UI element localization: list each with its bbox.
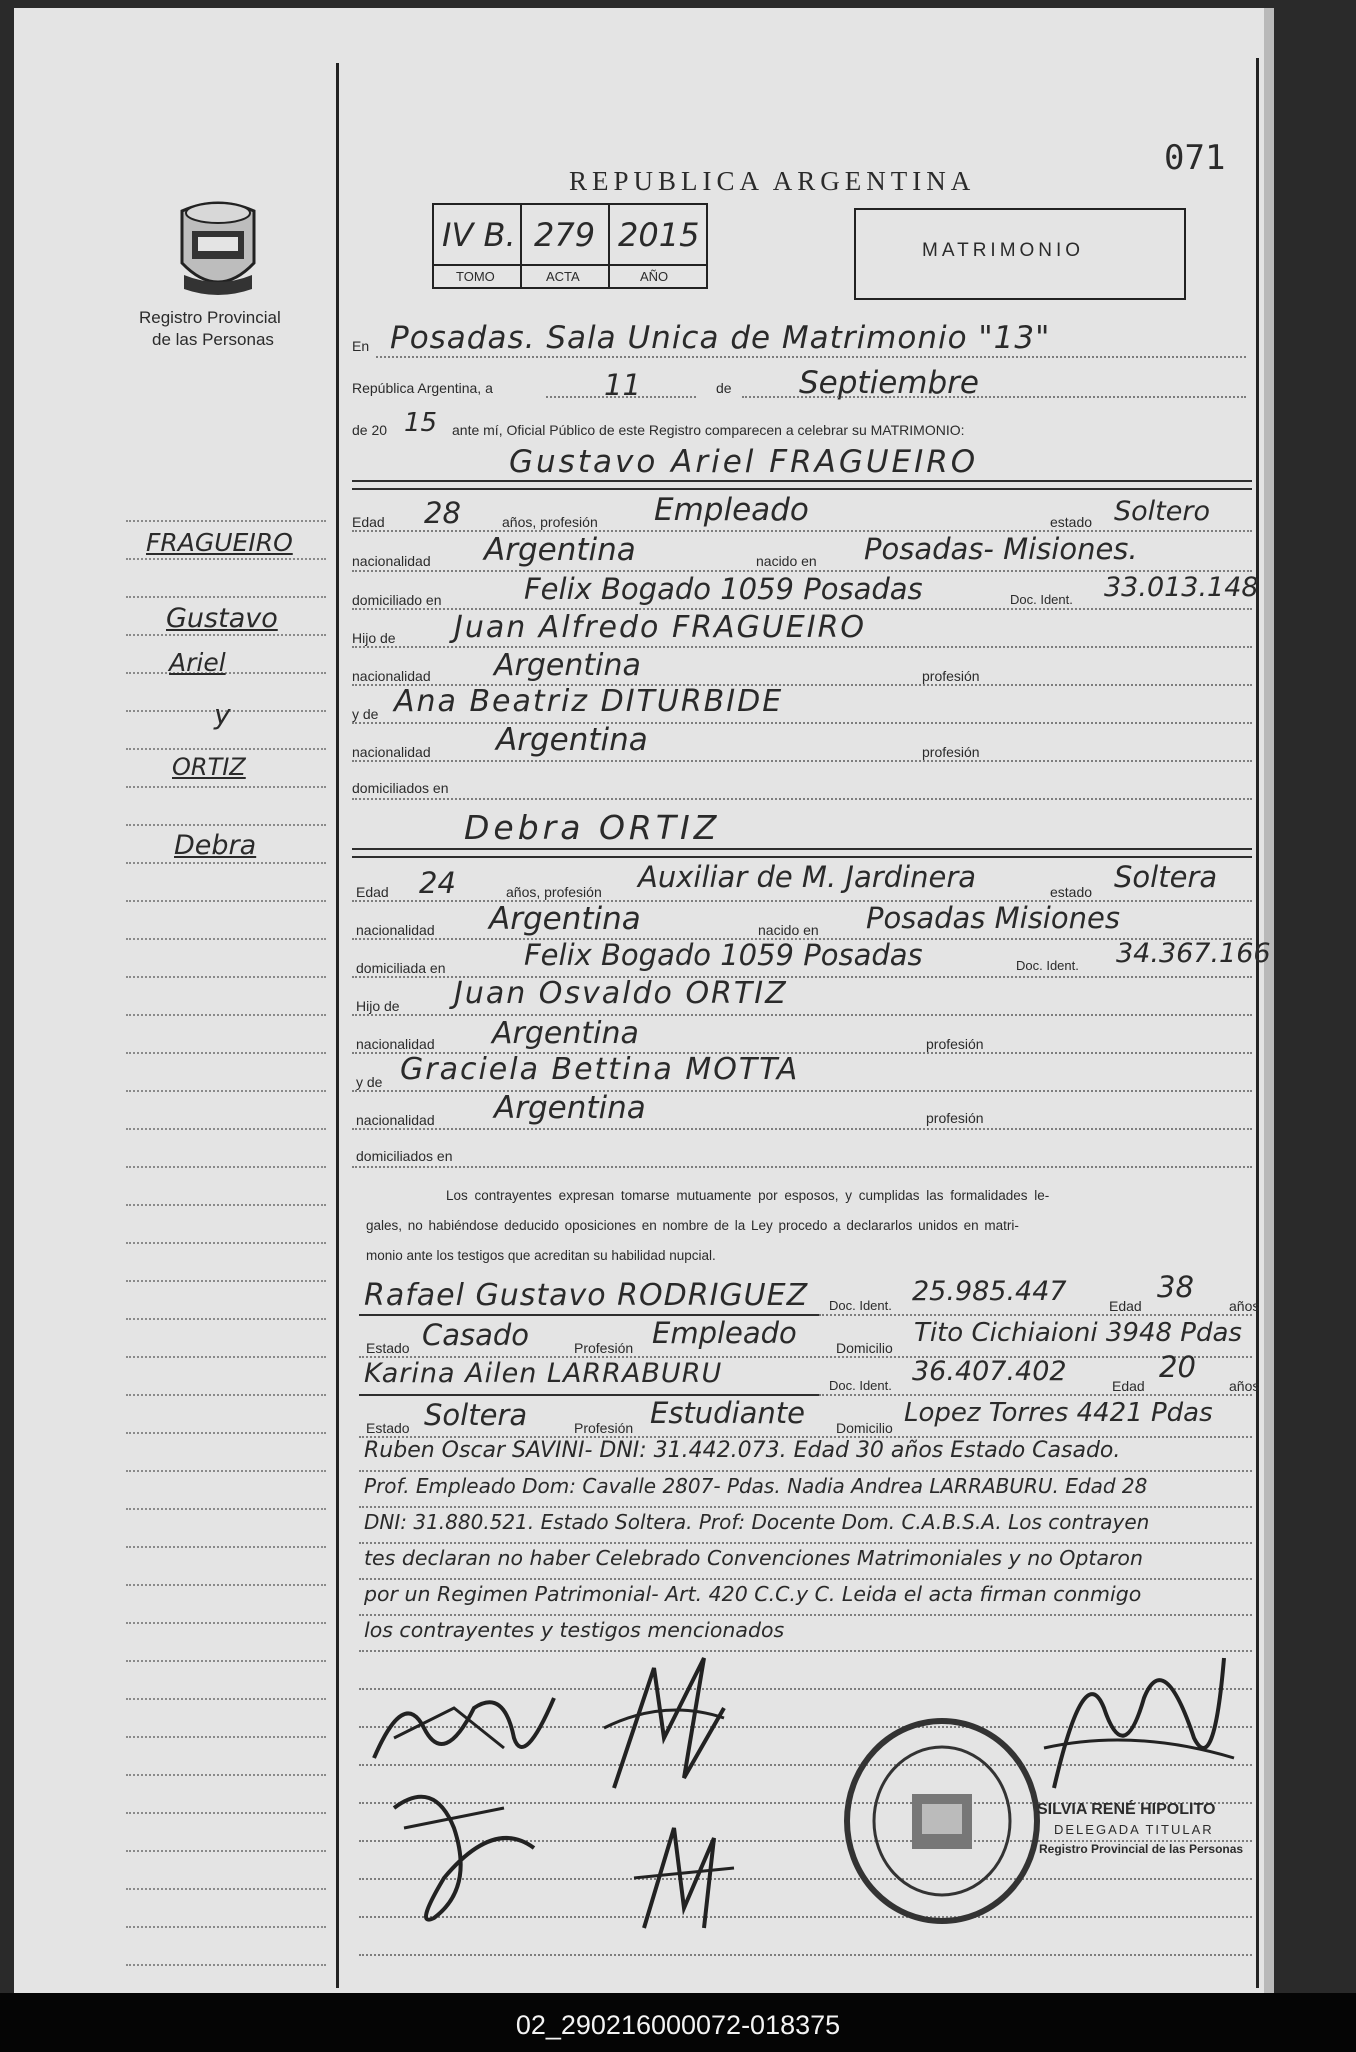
margin-line xyxy=(126,1242,326,1244)
witness1-estado: Casado xyxy=(422,1318,530,1352)
anio-label: AÑO xyxy=(640,269,669,284)
groom-estado: Soltero xyxy=(1114,496,1210,527)
bride-padre-nac: Argentina xyxy=(492,1016,639,1051)
margin-line xyxy=(126,1660,326,1662)
bride-edad: 24 xyxy=(419,866,456,900)
bride-profesion: Auxiliar de M. Jardinera xyxy=(638,860,977,894)
bride-anos-profesion: años, profesión xyxy=(506,884,602,900)
margin-line xyxy=(126,1052,326,1054)
margin-line xyxy=(126,520,326,522)
margin-line xyxy=(126,1774,326,1776)
signature-witness-2-icon xyxy=(624,1808,744,1938)
margin-line xyxy=(126,596,326,598)
bride-padre-nac-label: nacionalidad xyxy=(356,1036,435,1052)
margin-line xyxy=(126,748,326,750)
witness2-profesion: Estudiante xyxy=(650,1396,806,1430)
margin-line xyxy=(126,1850,326,1852)
line xyxy=(359,1470,1252,1472)
groom-nacionalidad: Argentina xyxy=(484,532,636,568)
bride-yde-label: y de xyxy=(356,1074,383,1090)
note-line-1: Ruben Oscar SAVINI- DNI: 31.442.073. Edad 30 años Estado Casado. xyxy=(364,1438,1121,1463)
line xyxy=(359,1954,1252,1956)
groom-estado-label: estado xyxy=(1050,514,1093,530)
bride-padre-prof-label: profesión xyxy=(926,1036,984,1052)
witness1-doc-label: Doc. Ident. xyxy=(829,1298,892,1313)
bride-madre-prof-label: profesión xyxy=(926,1110,984,1126)
signature-officer-icon xyxy=(1024,1618,1254,1818)
witness1-estado-label: Estado xyxy=(366,1340,410,1356)
groom-padre-prof-label: profesión xyxy=(922,668,980,684)
margin-line xyxy=(126,1394,326,1396)
tomo-label: TOMO xyxy=(456,269,495,284)
bride-name-line xyxy=(352,848,1252,850)
groom-madre-nac-label: nacionalidad xyxy=(352,744,431,760)
groom-yde-label: y de xyxy=(352,706,379,722)
bride-name: Debra ORTIZ xyxy=(464,808,721,847)
right-rule xyxy=(1256,58,1259,1988)
line xyxy=(352,760,1252,762)
en-label: En xyxy=(352,338,370,354)
margin-line xyxy=(126,558,326,560)
bride-doc-label: Doc. Ident. xyxy=(1016,958,1079,973)
witness1-doc: 25.985.447 xyxy=(912,1276,1067,1307)
witness1-dom-label: Domicilio xyxy=(836,1340,893,1356)
witness1-anos-label: años xyxy=(1229,1298,1260,1314)
groom-doc-label: Doc. Ident. xyxy=(1010,592,1073,607)
witness2-edad-label: Edad xyxy=(1112,1378,1145,1394)
margin-line xyxy=(126,900,326,902)
acta-label: ACTA xyxy=(546,269,580,284)
groom-dom-label: domiciliado en xyxy=(352,592,442,608)
margin-line xyxy=(126,1926,326,1928)
margin-surname-groom: FRAGUEIRO xyxy=(146,528,293,557)
margin-rule xyxy=(336,63,339,1988)
day-value: 11 xyxy=(604,368,641,402)
witness2-dom-label: Domicilio xyxy=(836,1420,893,1436)
margin-line xyxy=(126,1964,326,1966)
margin-line xyxy=(126,1090,326,1092)
groom-name-line2 xyxy=(352,488,1252,490)
document-type: MATRIMONIO xyxy=(922,240,1085,261)
groom-nac-label: nacionalidad xyxy=(352,553,431,569)
groom-padre-nac-label: nacionalidad xyxy=(352,668,431,684)
witness2-estado: Soltera xyxy=(424,1398,528,1432)
witness1-edad-label: Edad xyxy=(1109,1298,1142,1314)
folio-number: 071 xyxy=(1164,138,1226,178)
margin-line xyxy=(126,862,326,864)
witness2-doc: 36.407.402 xyxy=(912,1356,1067,1387)
de-label: de xyxy=(716,380,732,396)
margin-line xyxy=(126,824,326,826)
officer-title: DELEGADA TITULAR xyxy=(1054,1822,1214,1837)
note-line-6: los contrayentes y testigos mencionados xyxy=(364,1618,785,1642)
statement-text: ante mí, Oficial Público de este Registro comparecen a celebrar su MATRIMONIO: xyxy=(452,422,965,438)
officer-org: Registro Provincial de las Personas xyxy=(1039,1842,1244,1856)
line xyxy=(352,798,1252,800)
bride-estado: Soltera xyxy=(1114,860,1218,894)
margin-line xyxy=(126,1888,326,1890)
day-line xyxy=(546,396,696,398)
month-value: Septiembre xyxy=(799,365,979,401)
margin-first-name-groom: Gustavo xyxy=(166,603,278,634)
note-line-4: tes declaran no haber Celebrado Convenciones Matrimoniales y no Optaron xyxy=(364,1546,1143,1570)
bride-nacionalidad: Argentina xyxy=(489,901,641,937)
line xyxy=(359,1578,1252,1580)
line xyxy=(352,1166,1252,1168)
margin-line xyxy=(126,1736,326,1738)
margin-line xyxy=(126,1812,326,1814)
groom-name: Gustavo Ariel FRAGUEIRO xyxy=(509,444,979,480)
bride-doc: 34.367.166 xyxy=(1116,938,1271,969)
bride-nac-label: nacionalidad xyxy=(356,922,435,938)
witness1-edad: 38 xyxy=(1157,1270,1194,1304)
line xyxy=(359,1506,1252,1508)
registry-name-line2: de las Personas xyxy=(152,330,274,349)
intro-line xyxy=(376,356,1246,358)
bride-name-line2 xyxy=(352,856,1252,858)
witness2-estado-label: Estado xyxy=(366,1420,410,1436)
note-line-2: Prof. Empleado Dom: Cavalle 2807- Pdas. Nadia Andrea LARRABURU. Edad 28 xyxy=(364,1474,1148,1498)
margin-line xyxy=(126,938,326,940)
witness2-name: Karina Ailen LARRABURU xyxy=(364,1358,723,1389)
box-divider xyxy=(520,203,522,287)
box-divider xyxy=(432,264,706,266)
line xyxy=(359,1542,1252,1544)
groom-madre-prof-label: profesión xyxy=(922,744,980,760)
witness1-domicilio: Tito Cichiaioni 3948 Pdas xyxy=(914,1318,1242,1348)
month-line xyxy=(742,396,1246,398)
registry-name-line1: Registro Provincial xyxy=(139,308,281,327)
bride-dom-label: domiciliada en xyxy=(356,960,446,976)
witness1-name: Rafael Gustavo RODRIGUEZ xyxy=(364,1278,809,1313)
signature-witness-1-icon xyxy=(594,1648,734,1808)
groom-nacido-label: nacido en xyxy=(756,553,817,569)
bride-madre: Graciela Bettina MOTTA xyxy=(400,1052,800,1087)
line xyxy=(819,1314,1252,1316)
margin-line xyxy=(126,1698,326,1700)
line xyxy=(359,1614,1252,1616)
register-page xyxy=(14,8,1274,1993)
bride-nacido-label: nacido en xyxy=(758,922,819,938)
line xyxy=(352,1014,1252,1016)
groom-padre: Juan Alfredo FRAGUEIRO xyxy=(454,610,867,645)
witness2-prof-label: Profesión xyxy=(574,1420,634,1436)
bride-estado-label: estado xyxy=(1050,884,1093,900)
witness2-edad: 20 xyxy=(1159,1350,1196,1384)
year-suffix: 15 xyxy=(404,408,438,438)
margin-line xyxy=(126,1622,326,1624)
provincial-emblem-icon xyxy=(174,193,262,303)
line xyxy=(352,722,1252,724)
groom-nacido: Posadas- Misiones. xyxy=(864,532,1138,566)
signature-contrayente-2-icon xyxy=(374,1768,554,1938)
groom-padre-nac: Argentina xyxy=(494,648,641,683)
line xyxy=(819,1394,1252,1396)
margin-line xyxy=(126,1508,326,1510)
witness1-prof-label: Profesión xyxy=(574,1340,634,1356)
declaration-line2: gales, no habiéndose deducido oposiciones en nombre de la Ley procedo a declararlos unidos en matri- xyxy=(366,1218,1019,1233)
year-prefix: de 20 xyxy=(352,422,388,438)
margin-line xyxy=(126,1470,326,1472)
margin-line xyxy=(126,786,326,788)
bride-padre: Juan Osvaldo ORTIZ xyxy=(454,976,788,1011)
place-value: Posadas. Sala Unica de Matrimonio "13" xyxy=(390,320,1051,356)
note-line-5: por un Regimen Patrimonial- Art. 420 C.C.y C. Leida el acta firman conmigo xyxy=(364,1582,1142,1606)
box-divider xyxy=(608,203,610,287)
groom-name-line xyxy=(352,480,1252,482)
groom-domicilio: Felix Bogado 1059 Posadas xyxy=(524,572,923,606)
witness1-profesion: Empleado xyxy=(652,1316,797,1350)
groom-hijo-label: Hijo de xyxy=(352,630,396,646)
margin-line xyxy=(126,1166,326,1168)
groom-domiciliados-label: domiciliados en xyxy=(352,780,449,796)
margin-line xyxy=(126,1584,326,1586)
bride-nacido: Posadas Misiones xyxy=(866,901,1120,935)
bride-madre-nac: Argentina xyxy=(494,1090,646,1126)
officer-name: SILVIA RENÉ HIPOLITO xyxy=(1037,1801,1216,1818)
margin-line xyxy=(126,1546,326,1548)
line xyxy=(352,1090,1252,1092)
bride-domicilio: Felix Bogado 1059 Posadas xyxy=(524,938,923,972)
country-title: REPUBLICA ARGENTINA xyxy=(569,166,976,196)
line xyxy=(352,1128,1252,1130)
margin-first-name-bride: Debra xyxy=(174,830,257,861)
bride-domiciliados-label: domiciliados en xyxy=(356,1148,453,1164)
note-line-3: DNI: 31.880.521. Estado Soltera. Prof: Docente Dom. C.A.B.S.A. Los contrayen xyxy=(364,1510,1150,1534)
groom-anos-profesion: años, profesión xyxy=(502,514,598,530)
groom-edad-label: Edad xyxy=(352,514,385,530)
declaration-line3: monio ante los testigos que acreditan su habilidad nupcial. xyxy=(366,1248,716,1263)
margin-line xyxy=(126,672,326,674)
anio-value: 2015 xyxy=(618,216,700,254)
bride-edad-label: Edad xyxy=(356,884,389,900)
official-seal-icon xyxy=(842,1716,1042,1926)
republica-label: República Argentina, a xyxy=(352,380,493,396)
image-label: 02_290216000072-018375 xyxy=(515,2010,841,2040)
witness2-anos-label: años xyxy=(1229,1378,1260,1394)
margin-line xyxy=(126,634,326,636)
margin-middle-name-groom: Ariel xyxy=(169,648,226,677)
declaration-line1: Los contrayentes expresan tomarse mutuamente por esposos, y cumplidas las formalidades le- xyxy=(446,1188,1050,1203)
groom-doc: 33.013.148 xyxy=(1104,572,1259,603)
groom-profesion: Empleado xyxy=(654,492,809,528)
margin-line xyxy=(126,976,326,978)
witness2-doc-label: Doc. Ident. xyxy=(829,1378,892,1393)
margin-surname-bride: ORTIZ xyxy=(172,753,246,781)
margin-line xyxy=(126,1432,326,1434)
margin-conjunction: y xyxy=(214,698,231,731)
witness2-domicilio: Lopez Torres 4421 Pdas xyxy=(904,1398,1213,1428)
margin-line xyxy=(126,1204,326,1206)
margin-line xyxy=(126,1128,326,1130)
line xyxy=(352,646,1252,648)
margin-line xyxy=(126,1356,326,1358)
groom-edad: 28 xyxy=(424,496,461,530)
bride-madre-nac-label: nacionalidad xyxy=(356,1112,435,1128)
margin-line xyxy=(126,1318,326,1320)
margin-line xyxy=(126,1280,326,1282)
acta-value: 279 xyxy=(534,216,596,254)
tomo-value: IV B. xyxy=(442,216,516,254)
bride-hijo-label: Hijo de xyxy=(356,998,400,1014)
groom-madre: Ana Beatriz DITURBIDE xyxy=(394,684,784,719)
margin-line xyxy=(126,1014,326,1016)
groom-madre-nac: Argentina xyxy=(496,722,648,758)
